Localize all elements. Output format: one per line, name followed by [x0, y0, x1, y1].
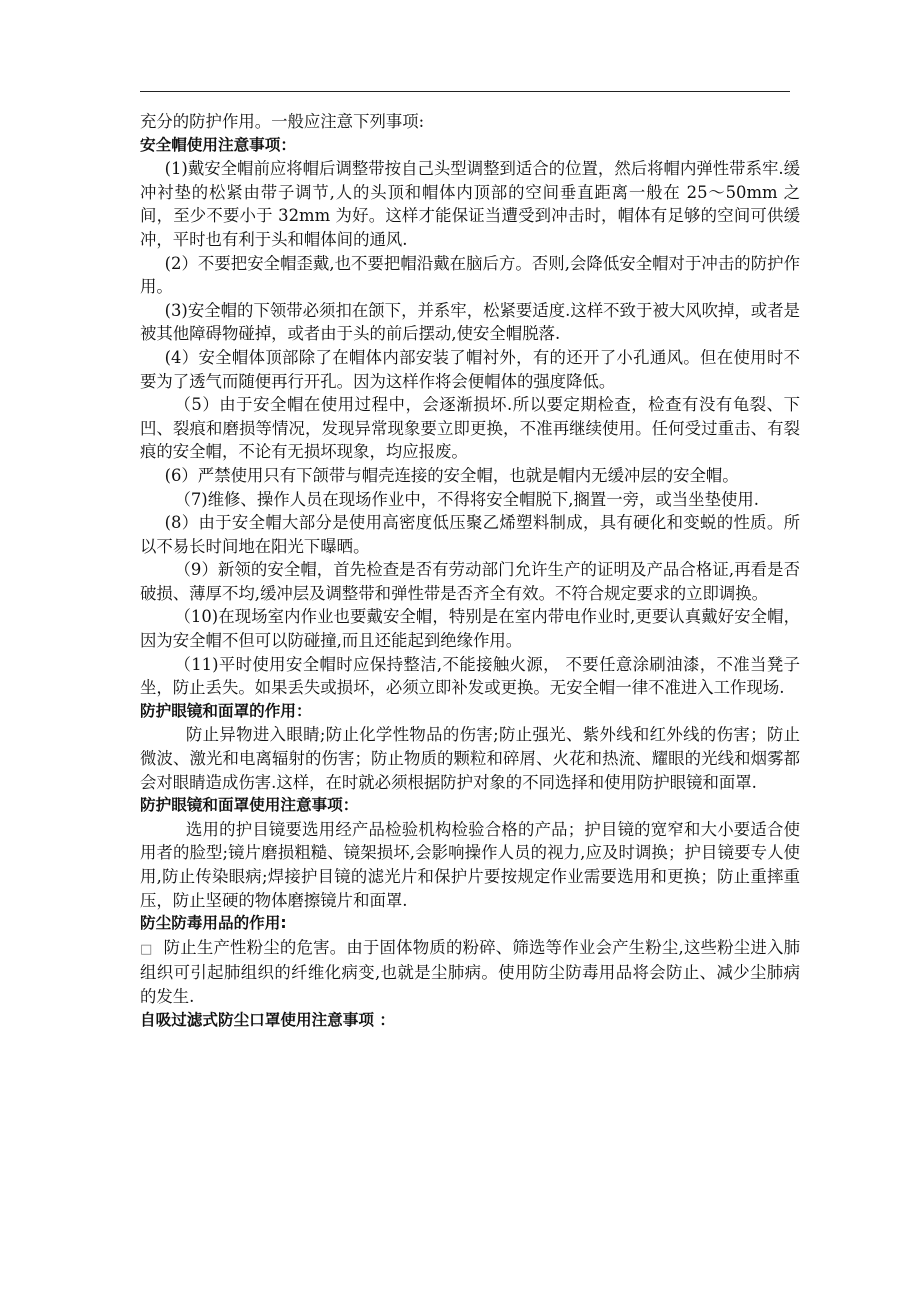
heading-goggles-function: 防护眼镜和面罩的作用：	[140, 701, 312, 720]
paragraph-helmet-10: （10)在现场室内作业也要戴安全帽，特别是在室内带电作业时,更要认真戴好安全帽，因为安全帽不但可以防碰撞,而且还能起到绝缘作用。	[140, 607, 800, 651]
paragraph-helmet-2: (2）不要把安全帽歪戴,也不要把帽沿戴在脑后方。否则,会降低安全帽对于冲击的防护作用。	[140, 253, 800, 297]
paragraph-helmet-7: （7)维修、操作人员在现场作业中，不得将安全帽脱下,搁置一旁，或当坐垫使用.	[174, 489, 759, 509]
paragraph-helmet-11: （11)平时使用安全帽时应保持整洁,不能接触火源， 不要任意涂刷油漆，不准当凳子坐，防止丢失。如果丢失或损坏，必须立即补发或更换。无安全帽一律不准进入工作现场.	[140, 654, 800, 698]
bullet-glyph: □	[140, 941, 153, 957]
heading-goggles-notes: 防护眼镜和面罩使用注意事项：	[140, 796, 359, 815]
paragraph-helmet-9: （9）新领的安全帽，首先检查是否有劳动部门允许生产的证明及产品合格证,再看是否破损、薄厚不均,缓冲层及调整带和弹性带是否齐全有效。不符合规定要求的立即调换。	[140, 560, 800, 603]
document-body	[140, 110, 800, 1032]
paragraph-helmet-6: (6）严禁使用只有下颌带与帽壳连接的安全帽，也就是帽内无缓冲层的安全帽。	[164, 465, 739, 485]
paragraph-helmet-5: （5）由于安全帽在使用过程中，会逐渐损坏.所以要定期检查，检查有没有龟裂、下凹、裂痕和磨损等情况，发现异常现象要立即更换，不准再继续使用。任何受过重击、有裂痕的安全帽，不论有无损坏现象，均应报废。	[140, 395, 800, 462]
paragraph-dust-function	[140, 936, 800, 1009]
paragraph-intro: 充分的防护作用。一般应注意下列事项:	[140, 112, 425, 131]
heading-mask-notes: 自吸过滤式防尘口罩使用注意事项 ：	[140, 1010, 395, 1029]
heading-helmet-notes: 安全帽使用注意事项：	[140, 135, 296, 154]
header-rule	[140, 91, 790, 92]
paragraph-goggles-function: 防止异物进入眼睛;防止化学性物品的伤害;防止强光、紫外线和红外线的伤害；防止微波、激光和电离辐射的伤害；防止物质的颗粒和碎屑、火花和热流、耀眼的光线和烟雾都会对眼睛造成伤害.这样，在时就必须根据防护对象的不同选择和使用防护眼镜和面罩.	[140, 725, 800, 792]
paragraph-helmet-8: (8）由于安全帽大部分是使用高密度低压聚乙烯塑料制成，具有硬化和变蜕的性质。所以不易长时间地在阳光下曝晒。	[140, 513, 800, 556]
paragraph-helmet-4: (4）安全帽体顶部除了在帽体内部安装了帽衬外，有的还开了小孔通风。但在使用时不要为了透气而随便再行开孔。因为这样作将会便帽体的强度降低。	[140, 347, 800, 391]
paragraph-helmet-1: (1)戴安全帽前应将帽后调整带按自己头型调整到适合的位置，然后将帽内弹性带系牢.缓冲衬垫的松紧由带子调节,人的头顶和帽体内顶部的空间垂直距离一般在 25～50mm 之间，至少不要小于 32mm 为好。这样才能保证当遭受到冲击时，帽体有足够的空间可供缓冲，平时也有利于头和帽体间的通风.	[140, 159, 800, 249]
heading-dust-function: 防尘防毒用品的作用:	[140, 914, 287, 933]
paragraph-helmet-3: (3)安全帽的下领带必须扣在颌下，并系牢，松紧要适度.这样不致于被大风吹掉，或者是被其他障碍物碰掉，或者由于头的前后摆动,使安全帽脱落.	[140, 300, 800, 344]
paragraph-goggles-notes: 选用的护目镜要选用经产品检验机构检验合格的产品；护目镜的宽窄和大小要适合使用者的脸型;镜片磨损粗糙、镜架损坏,会影响操作人员的视力,应及时调换；护目镜要专人使用,防止传染眼病;焊接护目镜的滤光片和保护片要按规定作业需要选用和更换；防止重摔重压，防止坚硬的物体磨擦镜片和面罩.	[140, 819, 800, 910]
paragraph-dust-text: 防止生产性粉尘的危害。由于固体物质的粉碎、筛选等作业会产生粉尘,这些粉尘进入肺组织可引起肺组织的纤维化病变,也就是尘肺病。使用防尘防毒用品将会防止、减少尘肺病的发生.	[140, 937, 800, 1006]
